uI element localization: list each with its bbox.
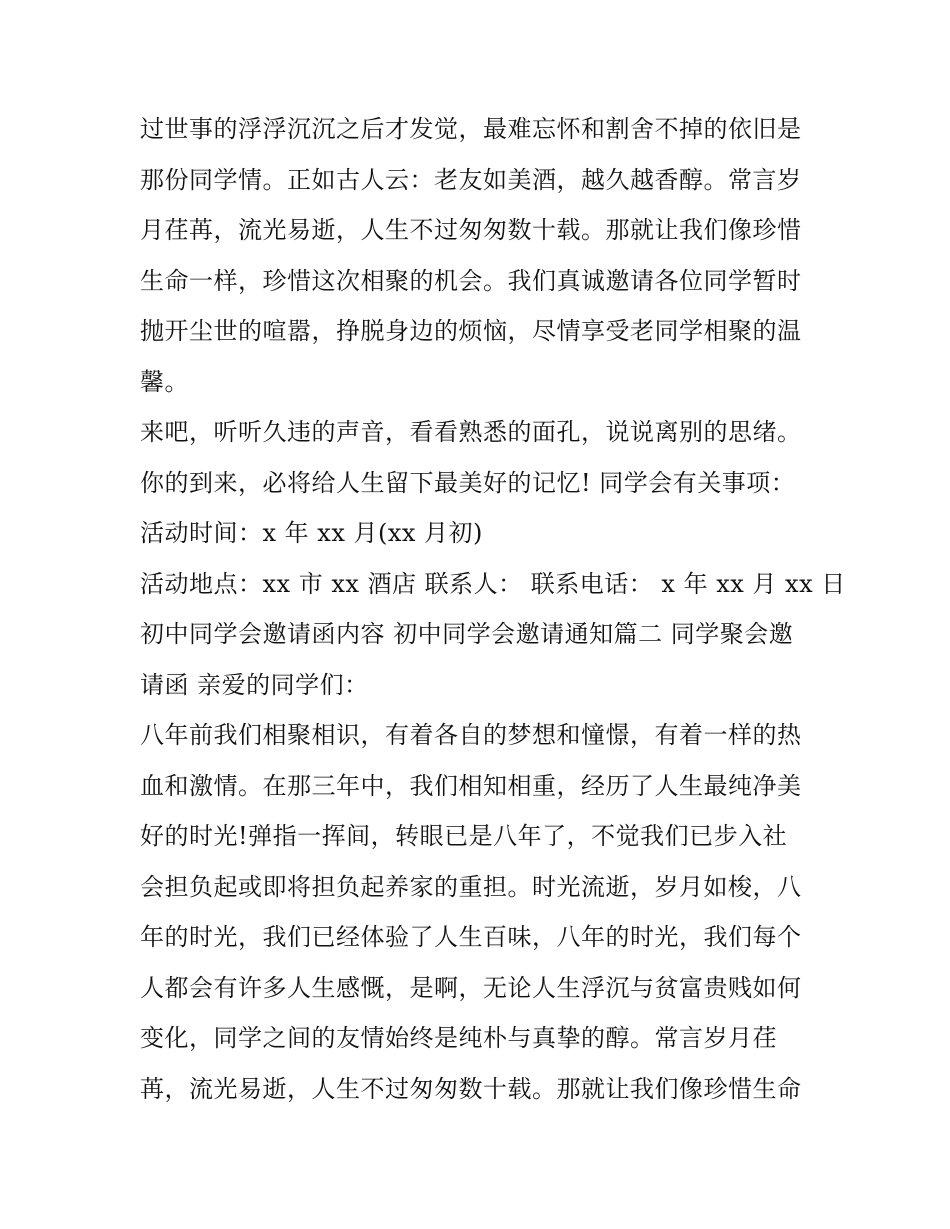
text-line: 那份同学情。正如古人云：老友如美酒，越久越香醇。常言岁 <box>140 165 802 194</box>
text-line: 年的时光，我们已经体验了人生百味，八年的时光，我们每个 <box>140 923 802 951</box>
text-line: 活动时间：x 年 xx 月(xx 月初) <box>140 519 483 547</box>
text-line: 月荏苒，流光易逝，人生不过匆匆数十载。那就让我们像珍惜 <box>140 216 802 244</box>
text-line: 会担负起或即将担负起养家的重担。时光流逝，岁月如梭，八 <box>140 872 802 901</box>
text-line: 生命一样，珍惜这次相聚的机会。我们真诚邀请各位同学暂时 <box>140 266 802 295</box>
text-line: 过世事的浮浮沉沉之后才发觉，最难忘怀和割舍不掉的依旧是 <box>140 115 802 143</box>
text-line: 来吧，听听久违的声音，看看熟悉的面孔，说说离别的思绪。 <box>140 418 802 446</box>
text-line: 人都会有许多人生感慨，是啊，无论人生浮沉与贫富贵贱如何 <box>140 973 802 1002</box>
body-text <box>140 104 846 1114</box>
text-line: 苒，流光易逝，人生不过匆匆数十载。那就让我们像珍惜生命 <box>140 1074 802 1103</box>
text-line: 你的到来，必将给人生留下最美好的记忆! 同学会有关事项： <box>140 468 796 497</box>
text-line: 初中同学会邀请函内容 初中同学会邀请通知篇二 同学聚会邀 <box>140 620 794 648</box>
text-line: 八年前我们相聚相识，有着各自的梦想和憧憬，有着一样的热 <box>140 721 802 749</box>
text-line: 抛开尘世的喧嚣，挣脱身边的烦恼，尽情享受老同学相聚的温 <box>140 317 802 345</box>
text-line: 血和激情。在那三年中，我们相知相重，经历了人生最纯净美 <box>140 771 802 800</box>
text-line: 好的时光!弹指一挥间，转眼已是八年了，不觉我们已步入社 <box>140 822 788 850</box>
text-line: 请函 亲爱的同学们： <box>140 670 369 699</box>
text-line: 馨。 <box>140 367 189 396</box>
text-line: 变化，同学之间的友情始终是纯朴与真挚的醇。常言岁月荏 <box>140 1024 777 1052</box>
text-line: 活动地点：xx 市 xx 酒店 联系人： 联系电话： x 年 xx 月 xx 日 <box>140 569 846 598</box>
